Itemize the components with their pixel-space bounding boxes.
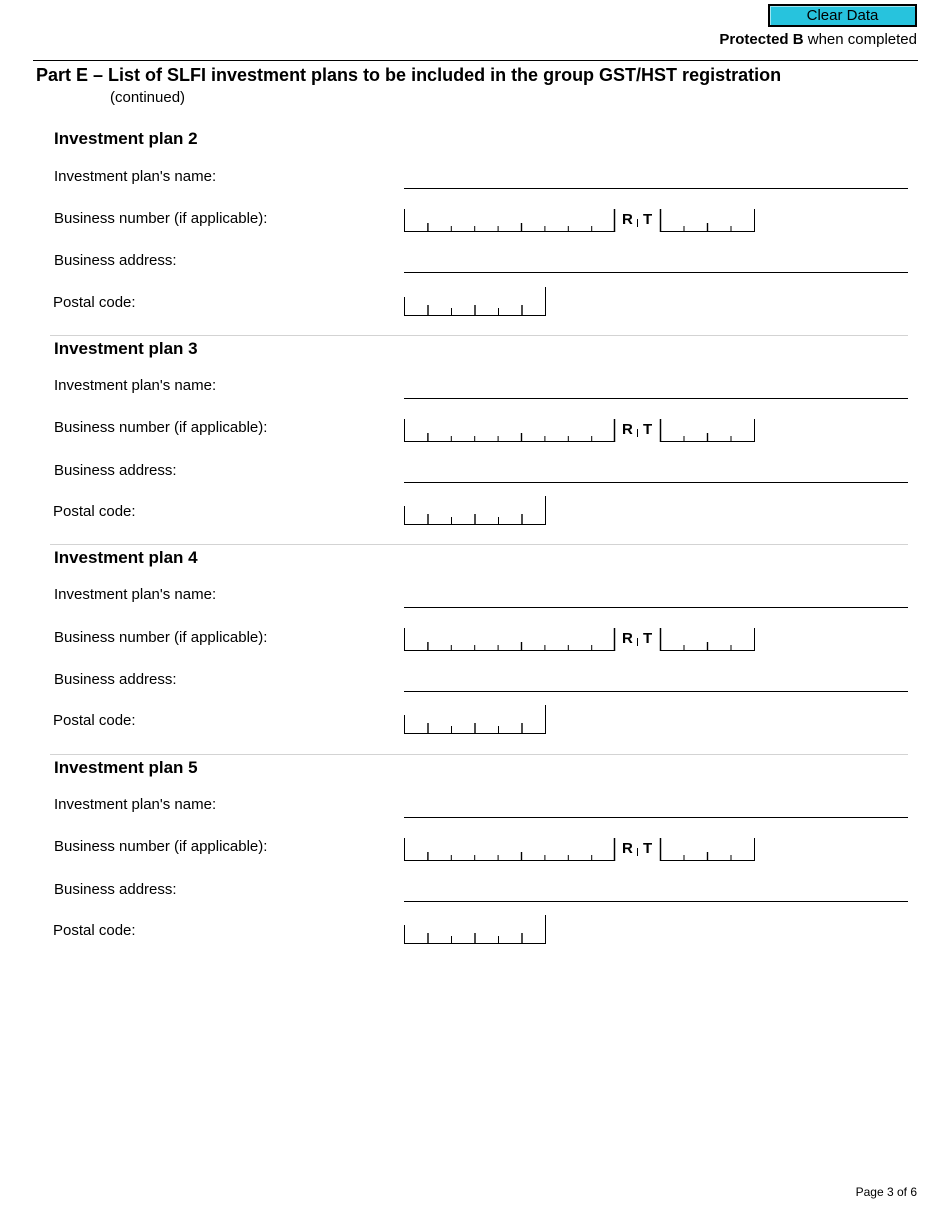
plan-name-input[interactable] <box>404 817 908 818</box>
business-number-label: Business number (if applicable): <box>54 838 268 855</box>
program-letter-r: R <box>622 630 633 647</box>
plan-separator <box>50 754 908 755</box>
program-letter-t: T <box>643 630 653 647</box>
postal-code-label: Postal code: <box>53 294 136 311</box>
plan-title: Investment plan 5 <box>54 758 198 777</box>
business-address-input[interactable] <box>404 272 908 273</box>
plan-name-input[interactable] <box>404 607 908 608</box>
page-number: Page 3 of 6 <box>855 1185 917 1199</box>
protected-b-suffix: when completed <box>803 31 917 48</box>
plan-name-input[interactable] <box>404 398 908 399</box>
investment-plan-4 <box>0 546 950 755</box>
business-address-label: Business address: <box>54 881 177 898</box>
plan-title: Investment plan 2 <box>54 129 198 148</box>
business-number-label: Business number (if applicable): <box>54 629 268 646</box>
business-number-label: Business number (if applicable): <box>54 210 268 227</box>
business-number-input[interactable] <box>404 207 756 235</box>
investment-plan-5 <box>0 756 950 965</box>
business-address-label: Business address: <box>54 252 177 269</box>
plan-name-label: Investment plan's name: <box>54 168 217 185</box>
plan-separator <box>50 544 908 545</box>
postal-code-input[interactable] <box>404 915 548 947</box>
program-letter-t: T <box>643 840 653 857</box>
clear-data-button[interactable]: Clear Data <box>768 4 917 27</box>
protected-b-label: Protected B <box>719 31 804 48</box>
program-letter-r: R <box>622 840 633 857</box>
business-number-input[interactable] <box>404 626 756 654</box>
business-number-input[interactable] <box>404 836 756 864</box>
postal-code-label: Postal code: <box>53 922 136 939</box>
plan-title: Investment plan 4 <box>54 548 198 567</box>
postal-code-input[interactable] <box>404 496 548 528</box>
business-address-input[interactable] <box>404 482 908 483</box>
postal-code-input[interactable] <box>404 705 548 737</box>
postal-code-label: Postal code: <box>53 503 136 520</box>
postal-code-input[interactable] <box>404 287 548 319</box>
plan-separator <box>50 335 908 336</box>
business-address-input[interactable] <box>404 901 908 902</box>
program-letter-r: R <box>622 421 633 438</box>
plan-name-input[interactable] <box>404 188 908 189</box>
business-number-label: Business number (if applicable): <box>54 419 268 436</box>
business-address-label: Business address: <box>54 462 177 479</box>
investment-plan-2 <box>0 127 950 336</box>
part-subtitle: (continued) <box>110 89 186 106</box>
plan-name-label: Investment plan's name: <box>54 796 217 813</box>
plan-title: Investment plan 3 <box>54 339 198 358</box>
protected-b-notice <box>719 31 917 48</box>
business-address-input[interactable] <box>404 691 908 692</box>
program-letter-t: T <box>643 421 653 438</box>
part-title: Part E – List of SLFI investment plans to be included in the group GST/HST registration <box>36 65 782 85</box>
postal-code-label: Postal code: <box>53 712 136 729</box>
plan-name-label: Investment plan's name: <box>54 586 217 603</box>
business-address-label: Business address: <box>54 671 177 688</box>
header-divider <box>33 60 918 61</box>
investment-plan-3 <box>0 337 950 546</box>
plan-name-label: Investment plan's name: <box>54 377 217 394</box>
program-letter-t: T <box>643 211 653 228</box>
program-letter-r: R <box>622 211 633 228</box>
business-number-input[interactable] <box>404 417 756 445</box>
